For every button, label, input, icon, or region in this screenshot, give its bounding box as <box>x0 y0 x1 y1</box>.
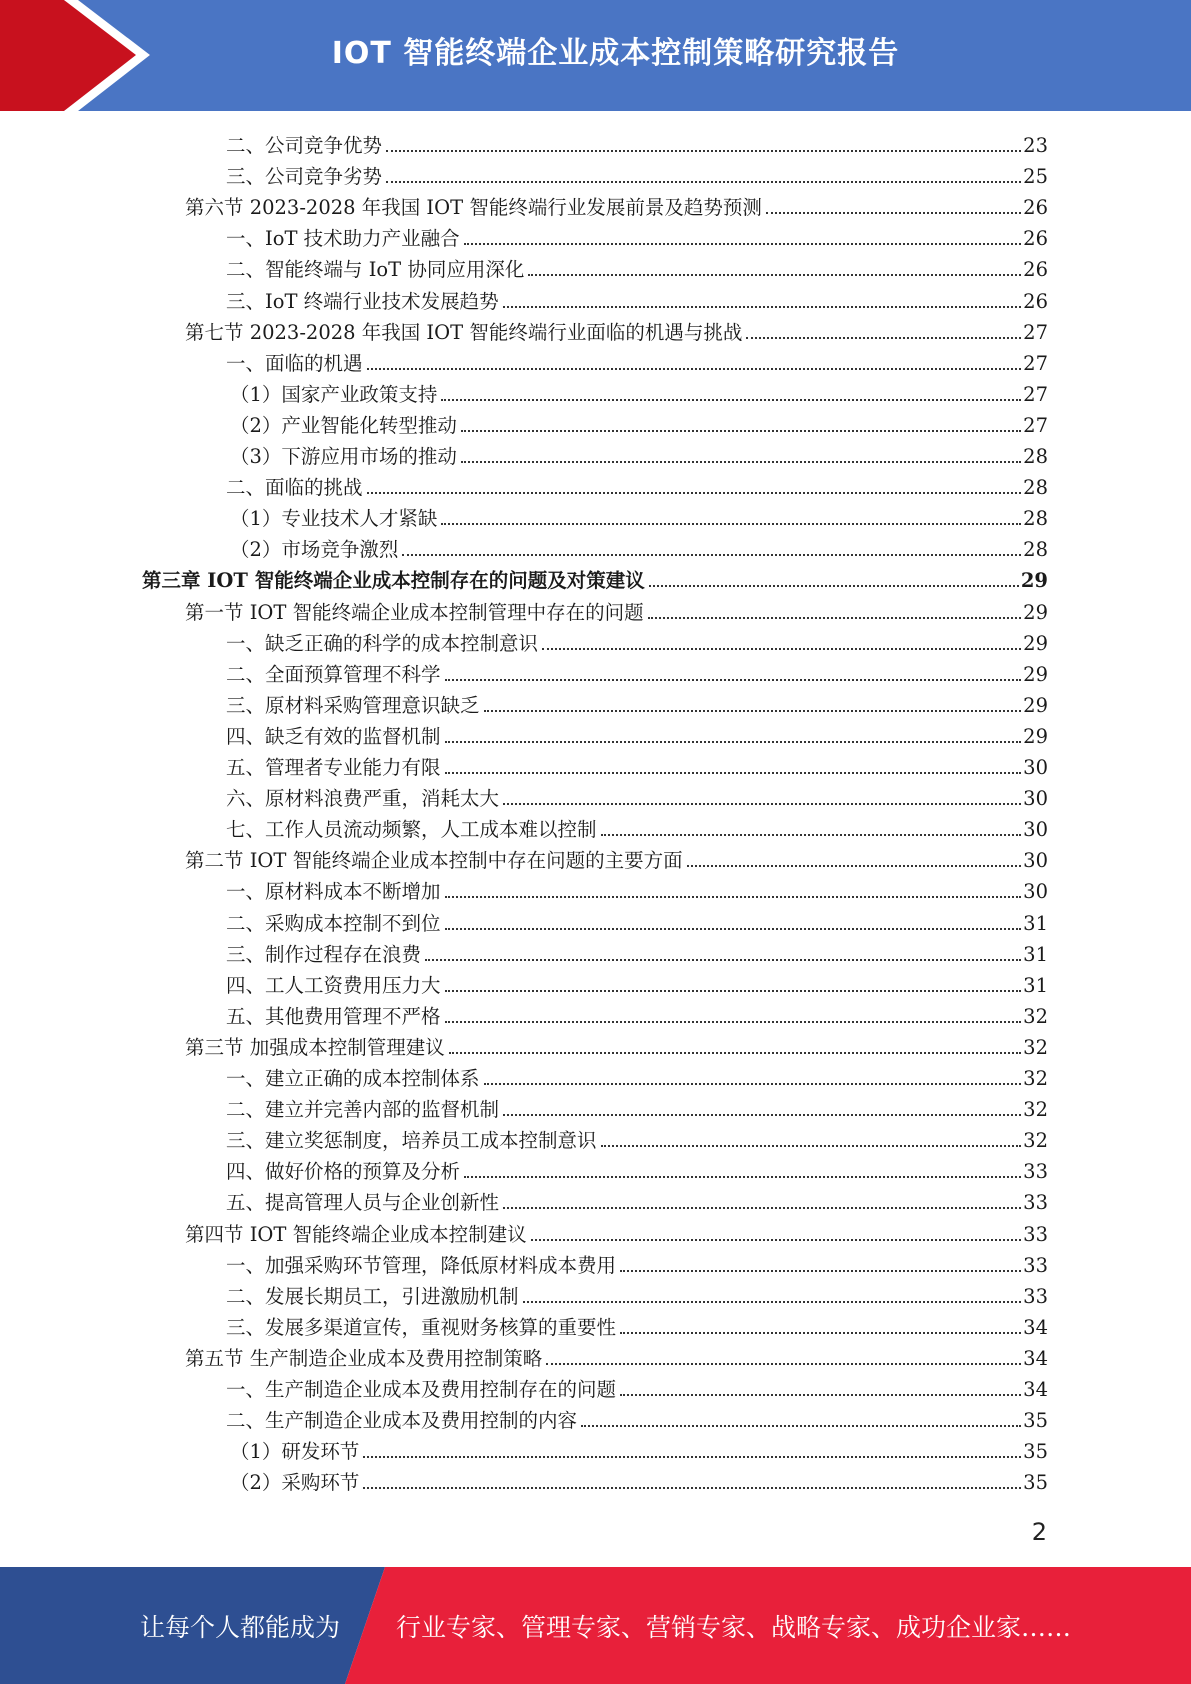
toc-dot-leader <box>687 865 1022 867</box>
toc-entry-page: 35 <box>1023 1440 1048 1464</box>
toc-dot-leader <box>386 181 1021 183</box>
toc-entry-page: 29 <box>1023 600 1048 624</box>
toc-entry-page: 29 <box>1023 631 1048 655</box>
toc-dot-leader <box>363 1456 1021 1458</box>
toc-entry[interactable] <box>226 1184 1048 1215</box>
toc-dot-leader <box>445 896 1022 898</box>
toc-entry[interactable] <box>226 1060 1048 1091</box>
toc-entry-title: （1）国家产业政策支持 <box>230 382 438 406</box>
toc-entry-page: 29 <box>1023 662 1048 686</box>
toc-entry-page: 26 <box>1023 258 1048 282</box>
toc-entry-title: 二、面临的挑战 <box>226 476 363 500</box>
toc-entry[interactable] <box>226 967 1048 998</box>
toc-dot-leader <box>402 554 1021 556</box>
toc-entry-title: 一、加强采购环节管理，降低原材料成本费用 <box>226 1253 617 1277</box>
toc-entry-title: 三、原材料采购管理意识缺乏 <box>226 693 480 717</box>
toc-entry-title: 第三章 IOT 智能终端企业成本控制存在的问题及对策建议 <box>142 569 645 593</box>
toc-dot-leader <box>503 306 1022 308</box>
toc-entry[interactable] <box>226 1371 1048 1402</box>
toc-entry[interactable] <box>226 811 1048 842</box>
toc-entry-page: 29 <box>1023 693 1048 717</box>
toc-entry[interactable] <box>185 594 1048 625</box>
toc-entry[interactable] <box>230 1464 1048 1495</box>
toc-entry-page: 32 <box>1023 1129 1048 1153</box>
toc-entry-page: 32 <box>1023 1004 1048 1028</box>
toc-entry[interactable] <box>226 283 1048 314</box>
toc-entry-title: 一、面临的机遇 <box>226 351 363 375</box>
toc-entry-page: 26 <box>1023 227 1048 251</box>
toc-entry-page: 33 <box>1023 1191 1048 1215</box>
toc-entry-title: （1）专业技术人才紧缺 <box>230 507 438 531</box>
toc-entry[interactable] <box>185 314 1048 345</box>
toc-dot-leader <box>445 990 1022 992</box>
toc-entry-title: 六、原材料浪费严重，消耗太大 <box>226 787 500 811</box>
toc-entry-page: 29 <box>1023 724 1048 748</box>
toc-dot-leader <box>601 834 1022 836</box>
toc-entry-page: 30 <box>1023 756 1048 779</box>
toc-entry[interactable] <box>226 656 1048 687</box>
toc-entry-page: 30 <box>1023 818 1048 842</box>
toc-entry-page: 28 <box>1023 445 1048 468</box>
toc-entry-page: 30 <box>1023 880 1048 904</box>
toc-dot-leader <box>445 928 1022 930</box>
toc-entry-page: 28 <box>1023 538 1048 562</box>
toc-entry-title: （2）产业智能化转型推动 <box>230 413 457 437</box>
toc-entry-page: 27 <box>1023 351 1048 375</box>
toc-entry[interactable] <box>226 158 1048 189</box>
toc-entry[interactable] <box>226 936 1048 967</box>
toc-entry-title: （1）研发环节 <box>230 1440 360 1464</box>
toc-dot-leader <box>464 243 1022 245</box>
toc-entry-title: 二、生产制造企业成本及费用控制的内容 <box>226 1409 578 1433</box>
toc-entry[interactable] <box>226 905 1048 936</box>
toc-dot-leader <box>484 710 1022 712</box>
toc-entry[interactable] <box>226 780 1048 811</box>
toc-entry[interactable] <box>226 1091 1048 1122</box>
toc-entry[interactable] <box>226 718 1048 749</box>
toc-entry-title: 第二节 IOT 智能终端企业成本控制中存在问题的主要方面 <box>185 849 683 873</box>
toc-dot-leader <box>746 337 1021 339</box>
toc-entry-page: 32 <box>1023 1098 1048 1122</box>
toc-entry-page: 26 <box>1023 289 1048 313</box>
toc-entry-page: 35 <box>1023 1409 1048 1433</box>
toc-entry-title: 第七节 2023-2028 年我国 IOT 智能终端行业面临的机遇与挑战 <box>185 320 743 344</box>
toc-entry[interactable] <box>226 749 1048 780</box>
toc-entry[interactable] <box>226 1122 1048 1153</box>
toc-entry-title: 五、其他费用管理不严格 <box>226 1004 441 1028</box>
toc-entry-page: 31 <box>1023 973 1048 997</box>
toc-entry-title: 五、管理者专业能力有限 <box>226 756 441 779</box>
toc-entry[interactable] <box>226 873 1048 904</box>
toc-entry[interactable] <box>185 1216 1048 1247</box>
toc-entry-page: 31 <box>1023 942 1048 966</box>
toc-entry-page: 35 <box>1023 1471 1048 1495</box>
toc-entry[interactable] <box>226 1278 1048 1309</box>
toc-entry-title: 五、提高管理人员与企业创新性 <box>226 1191 500 1215</box>
toc-entry-title: 一、IoT 技术助力产业融合 <box>226 227 460 251</box>
toc-entry[interactable] <box>226 220 1048 251</box>
toc-entry-page: 30 <box>1023 849 1048 873</box>
toc-entry[interactable] <box>185 189 1048 220</box>
toc-dot-leader <box>464 1176 1021 1178</box>
toc-dot-leader <box>363 1487 1021 1489</box>
toc-dot-leader <box>523 1301 1022 1303</box>
toc-entry-title: 二、智能终端与 IoT 协同应用深化 <box>226 258 525 282</box>
toc-entry[interactable] <box>230 1433 1048 1464</box>
toc-entry-title: 七、工作人员流动频繁，人工成本难以控制 <box>226 818 597 842</box>
toc-entry[interactable] <box>230 500 1048 531</box>
toc-dot-leader <box>367 492 1022 494</box>
toc-entry[interactable] <box>226 687 1048 718</box>
toc-dot-leader <box>441 399 1021 401</box>
toc-entry-title: 第一节 IOT 智能终端企业成本控制管理中存在的问题 <box>185 600 644 624</box>
toc-entry-title: 一、缺乏正确的科学的成本控制意识 <box>226 631 539 655</box>
toc-dot-leader <box>445 772 1022 774</box>
toc-entry-title: 一、原材料成本不断增加 <box>226 880 441 904</box>
toc-entry[interactable] <box>230 376 1048 407</box>
toc-dot-leader <box>766 212 1021 214</box>
toc-dot-leader <box>546 1363 1021 1365</box>
toc-entry-title: （3）下游应用市场的推动 <box>230 445 457 468</box>
toc-entry-page: 34 <box>1023 1378 1048 1401</box>
toc-dot-leader <box>528 274 1021 276</box>
toc-entry-page: 34 <box>1023 1346 1048 1370</box>
toc-entry-page: 30 <box>1023 787 1048 811</box>
toc-entry-title: 三、制作过程存在浪费 <box>226 942 422 966</box>
toc-entry-page: 32 <box>1023 1067 1048 1090</box>
toc-entry-page: 23 <box>1023 134 1048 157</box>
toc-entry[interactable] <box>226 1309 1048 1340</box>
toc-entry-title: 二、全面预算管理不科学 <box>226 662 441 686</box>
toc-entry-title: 三、IoT 终端行业技术发展趋势 <box>226 289 499 313</box>
toc-entry[interactable] <box>226 251 1048 282</box>
toc-entry-page: 31 <box>1023 911 1048 935</box>
toc-entry-page: 33 <box>1023 1160 1048 1184</box>
toc-dot-leader <box>620 1270 1021 1272</box>
toc-dot-leader <box>620 1394 1021 1396</box>
toc-entry-title: 第三节 加强成本控制管理建议 <box>185 1035 445 1059</box>
toc-entry-title: 二、建立并完善内部的监督机制 <box>226 1098 500 1122</box>
toc-entry-page: 27 <box>1023 382 1048 406</box>
toc-entry[interactable] <box>226 998 1048 1029</box>
toc-entry[interactable] <box>230 531 1048 562</box>
toc-entry-title: （2）采购环节 <box>230 1471 360 1495</box>
page-header <box>0 0 1191 111</box>
toc-entry[interactable] <box>226 127 1048 158</box>
toc-dot-leader <box>649 585 1019 587</box>
toc-entry-title: 二、采购成本控制不到位 <box>226 911 441 935</box>
toc-entry-page: 28 <box>1023 476 1048 500</box>
toc-entry[interactable] <box>142 562 1048 593</box>
toc-entry-title: 一、建立正确的成本控制体系 <box>226 1067 480 1090</box>
toc-entry[interactable] <box>226 625 1048 656</box>
toc-dot-leader <box>461 461 1021 463</box>
toc-entry-page: 34 <box>1023 1315 1048 1339</box>
toc-entry-page: 26 <box>1023 196 1048 220</box>
toc-dot-leader <box>620 1332 1021 1334</box>
toc-dot-leader <box>542 648 1021 650</box>
toc-dot-leader <box>581 1425 1021 1427</box>
toc-entry[interactable] <box>226 469 1048 500</box>
toc-entry-page: 33 <box>1023 1222 1048 1246</box>
toc-entry-page: 32 <box>1023 1035 1048 1059</box>
toc-entry-title: 二、公司竞争优势 <box>226 134 383 157</box>
toc-entry-title: 二、发展长期员工，引进激励机制 <box>226 1284 519 1308</box>
toc-entry-title: 第六节 2023-2028 年我国 IOT 智能终端行业发展前景及趋势预测 <box>185 196 762 220</box>
toc-entry-page: 27 <box>1023 320 1048 344</box>
toc-entry-title: 四、工人工资费用压力大 <box>226 973 441 997</box>
toc-dot-leader <box>425 959 1021 961</box>
toc-entry-page: 28 <box>1023 507 1048 531</box>
toc-entry-title: 第四节 IOT 智能终端企业成本控制建议 <box>185 1222 527 1246</box>
toc-dot-leader <box>449 1052 1021 1054</box>
toc-dot-leader <box>648 617 1022 619</box>
page-number: 2 <box>1031 1518 1047 1546</box>
toc-entry[interactable] <box>230 407 1048 438</box>
toc-entry-title: 第五节 生产制造企业成本及费用控制策略 <box>185 1346 543 1370</box>
toc-entry[interactable] <box>226 1247 1048 1278</box>
toc-entry-page: 29 <box>1020 569 1048 593</box>
toc-dot-leader <box>367 368 1022 370</box>
toc-dot-leader <box>531 1239 1022 1241</box>
toc-entry-page: 27 <box>1023 413 1048 437</box>
toc-dot-leader <box>601 1145 1022 1147</box>
footer-slogan-right: 行业专家、管理专家、营销专家、战略专家、成功企业家…… <box>396 1612 1072 1642</box>
toc-entry-page: 25 <box>1023 165 1048 189</box>
toc-entry-title: 四、缺乏有效的监督机制 <box>226 724 441 748</box>
toc-dot-leader <box>386 150 1021 152</box>
toc-dot-leader <box>503 803 1021 805</box>
toc-dot-leader <box>503 1114 1021 1116</box>
toc-entry-title: （2）市场竞争激烈 <box>230 538 399 562</box>
toc-entry[interactable] <box>185 1340 1048 1371</box>
toc-dot-leader <box>461 430 1021 432</box>
toc-entry-title: 三、公司竞争劣势 <box>226 165 383 189</box>
toc-dot-leader <box>445 741 1022 743</box>
toc-entry-title: 三、建立奖惩制度，培养员工成本控制意识 <box>226 1129 597 1153</box>
toc-entry[interactable] <box>185 1029 1048 1060</box>
toc-entry-page: 33 <box>1023 1253 1048 1277</box>
toc-entry[interactable] <box>230 438 1048 469</box>
toc-entry[interactable] <box>226 1153 1048 1184</box>
toc-dot-leader <box>445 679 1022 681</box>
report-title: IOT 智能终端企业成本控制策略研究报告 <box>331 36 900 71</box>
toc-entry[interactable] <box>226 345 1048 376</box>
footer-slogan-left: 让每个人都能成为 <box>140 1612 341 1642</box>
toc-entry-title: 一、生产制造企业成本及费用控制存在的问题 <box>226 1378 617 1401</box>
page-footer <box>0 1567 1191 1684</box>
toc-dot-leader <box>445 1021 1022 1023</box>
toc-entry[interactable] <box>226 1402 1048 1433</box>
toc-entry-page: 33 <box>1023 1284 1048 1308</box>
toc-entry-title: 四、做好价格的预算及分析 <box>226 1160 461 1184</box>
toc-dot-leader <box>484 1083 1022 1085</box>
toc-dot-leader <box>441 523 1021 525</box>
toc-dot-leader <box>503 1207 1021 1209</box>
toc-entry[interactable] <box>185 842 1048 873</box>
toc-entry-title: 三、发展多渠道宣传，重视财务核算的重要性 <box>226 1315 617 1339</box>
